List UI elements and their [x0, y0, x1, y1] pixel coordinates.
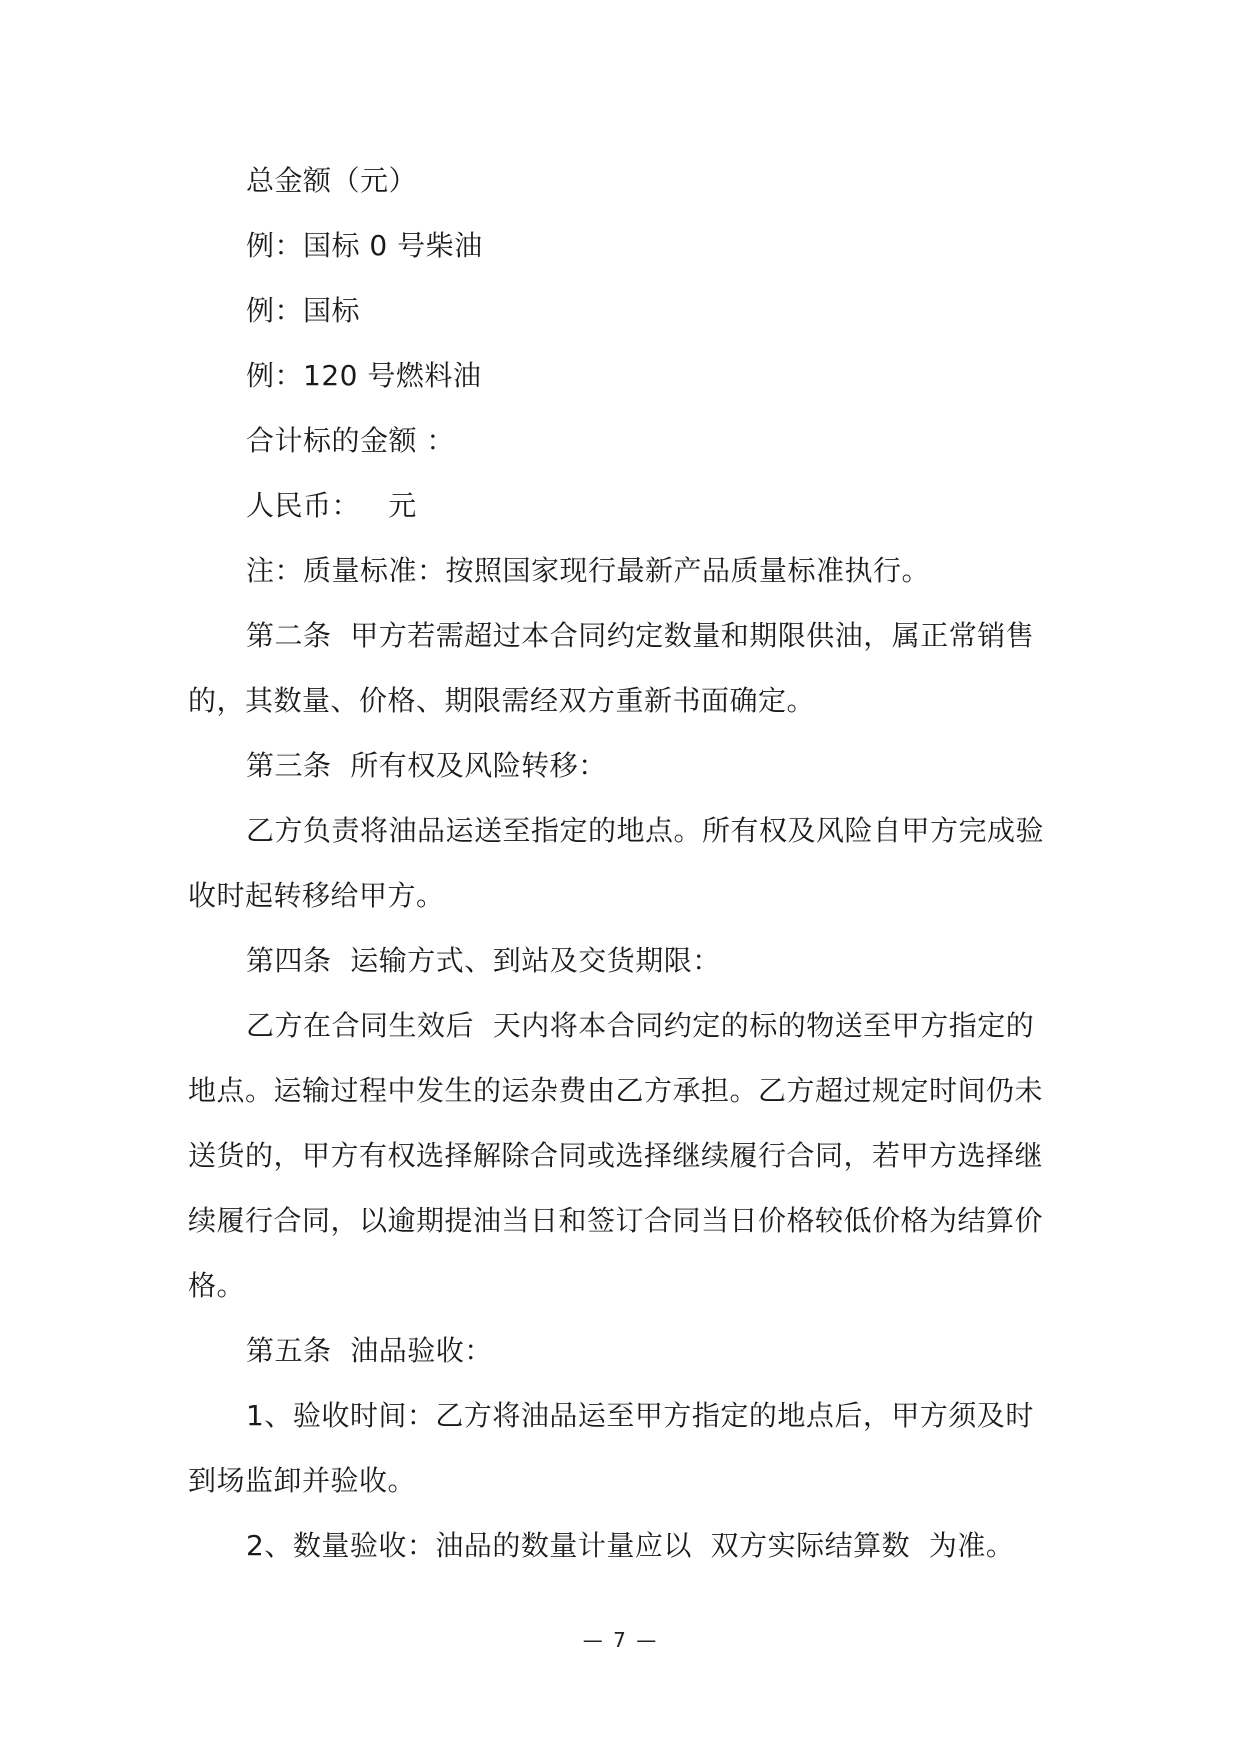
paragraph-article-3-body: 乙方负责将油品运送至指定的地点。所有权及风险自甲方完成验收时起转移给甲方。 [188, 814, 1045, 912]
paragraph-article-2: 第二条 甲方若需超过本合同约定数量和期限供油，属正常销售的，其数量、价格、期限需经双方重新书面确定。 [188, 619, 1035, 717]
paragraph-example-national: 例：国标 [246, 294, 361, 327]
paragraph-quality-note: 注：质量标准：按照国家现行最新产品质量标准执行。 [246, 554, 931, 587]
page-number: — 7 — [582, 1628, 659, 1652]
paragraph-article-5-heading: 第五条 油品验收： [246, 1334, 493, 1367]
paragraph-total-amount: 总金额（元） [246, 164, 418, 197]
paragraph-quantity-acceptance: 2、数量验收：油品的数量计量应以 双方实际结算数 为准。 [246, 1529, 1015, 1562]
document-body [188, 148, 1058, 1578]
paragraph-rmb: 人民币： 元 [246, 489, 417, 522]
paragraph-article-3-heading: 第三条 所有权及风险转移： [246, 749, 607, 782]
paragraph-article-4-body: 乙方在合同生效后 天内将本合同约定的标的物送至甲方指定的地点。运输过程中发生的运杂费由乙方承担。乙方超过规定时间仍未送货的，甲方有权选择解除合同或选择继续履行合同，若甲方选择继续履行合同，以逾期提油当日和签订合同当日价格较低价格为结算价格。 [188, 1009, 1044, 1302]
paragraph-acceptance-time: 1、验收时间：乙方将油品运至甲方指定的地点后，甲方须及时到场监卸并验收。 [188, 1399, 1034, 1497]
paragraph-example-fuel-oil: 例：120 号燃料油 [246, 359, 482, 392]
paragraph-total-subject-amount: 合计标的金额 ： [246, 424, 455, 457]
paragraph-article-4-heading: 第四条 运输方式、到站及交货期限： [246, 944, 721, 977]
paragraph-example-diesel: 例：国标 0 号柴油 [246, 229, 483, 262]
